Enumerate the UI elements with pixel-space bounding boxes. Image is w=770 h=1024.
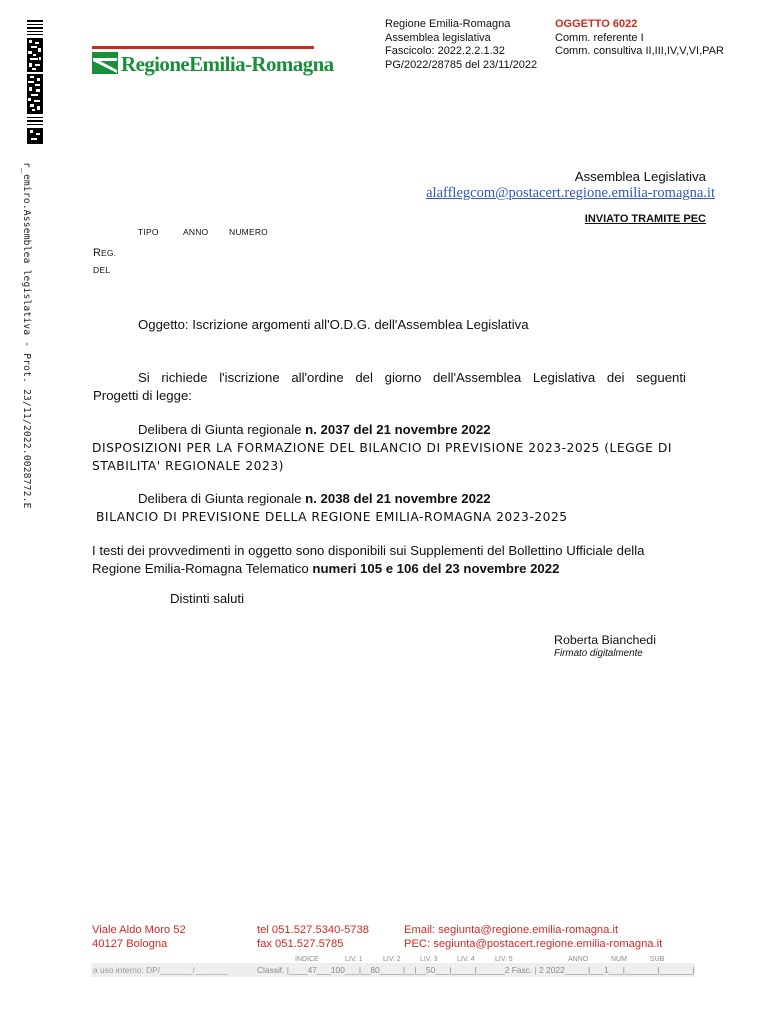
- signature-note: Firmato digitalmente: [554, 648, 643, 659]
- delibera-1-number: n. 2037 del 21 novembre 2022: [305, 422, 491, 437]
- class-header-liv4: LIV. 4: [457, 956, 475, 963]
- footer-address-line: Viale Aldo Moro 52: [92, 924, 186, 936]
- class-header-anno: ANNO: [568, 956, 589, 963]
- reg-label-initial: R: [93, 247, 101, 259]
- header-line: Assemblea legislativa: [385, 31, 491, 44]
- region-logo: [92, 46, 334, 80]
- delibera-1-title-line-1: DISPOSIZIONI PER LA FORMAZIONE DEL BILANCIO DI PREVISIONE 2023-2025 (LEGGE DI: [92, 441, 672, 455]
- tipo-label: TIPO: [138, 227, 159, 237]
- header-line: Comm. referente I: [555, 31, 644, 44]
- protocol-stamp: [18, 162, 34, 509]
- recipient-name: Assemblea Legislativa: [574, 169, 706, 184]
- header-line: Comm. consultiva II,III,IV,V,VI,PAR: [555, 45, 724, 58]
- texts-line-2-bold: numeri 105 e 106 del 23 novembre 2022: [312, 561, 560, 576]
- header-line: PG/2022/28785 del 23/11/2022: [385, 58, 538, 71]
- header-protocol-info: [385, 18, 537, 72]
- footer-address-line: 40127 Bologna: [92, 938, 168, 950]
- footer-pec[interactable]: PEC: segiunta@postacert.regione.emilia-romagna.it: [404, 938, 663, 950]
- class-header-num: NUM: [611, 956, 627, 963]
- signature-name: Roberta Bianchedi: [554, 633, 656, 647]
- classification-row: Classif. |____47___100___|__80_____|__|__50___|_____|______2 Fasc. | 2 2022_____|___1___|_______|_______|: [257, 965, 695, 975]
- delibera-1-title-line-2: STABILITA' REGIONALE 2023): [92, 459, 284, 473]
- reg-label-rest: EG.: [100, 248, 117, 258]
- logo-red-line: [92, 46, 314, 49]
- internal-use-label: a uso interno: DP/_______/_______: [93, 965, 228, 975]
- class-header-indice: INDICE: [295, 956, 319, 963]
- delibera-1-prefix: Delibera di Giunta regionale: [138, 422, 306, 437]
- footer-tel: tel 051.527.5340-5738: [257, 924, 369, 936]
- class-header-liv1: LIV. 1: [345, 956, 363, 963]
- texts-line-1: I testi dei provvedimenti in oggetto sono disponibili sui Supplementi del Bollettino Ufficiale della: [92, 543, 645, 558]
- class-header-liv2: LIV. 2: [383, 956, 401, 963]
- delibera-1: [138, 421, 491, 439]
- protocol-stamp-text: r_emiro.Assemblea legislativa - Prot. 23/11/2022.0028772.E: [21, 162, 32, 509]
- texts-line-2-prefix: Regione Emilia-Romagna Telematico: [92, 561, 313, 576]
- class-header-liv5: LIV. 5: [495, 956, 513, 963]
- delibera-2-number: n. 2038 del 21 novembre 2022: [305, 491, 491, 506]
- header-subject-info: [555, 18, 724, 59]
- closing: Distinti saluti: [170, 591, 245, 606]
- delibera-2: [138, 490, 491, 508]
- footer-phone: [257, 923, 369, 951]
- del-label: DEL: [93, 265, 111, 275]
- subject-number: OGGETTO 6022: [555, 18, 638, 30]
- footer-address: [92, 923, 186, 951]
- class-header-sub: SUB: [650, 956, 665, 963]
- delibera-2-title: BILANCIO DI PREVISIONE DELLA REGIONE EMILIA-ROMAGNA 2023-2025: [96, 510, 568, 524]
- footer-fax: fax 051.527.5785: [257, 938, 344, 950]
- intro-line-1: Si richiede l'iscrizione all'ordine del giorno dell'Assemblea Legislativa dei seguenti: [138, 370, 686, 385]
- recipient-pec-link[interactable]: alafflegcom@postacert.regione.emilia-romagna.it: [426, 185, 715, 201]
- subject-line: Oggetto: Iscrizione argomenti all'O.D.G. dell'Assemblea Legislativa: [138, 317, 529, 332]
- numero-label: NUMERO: [229, 227, 268, 237]
- header-line: Fascicolo: 2022.2.2.1.32: [385, 45, 505, 58]
- footer-email[interactable]: Email: segiunta@regione.emilia-romagna.it: [404, 924, 619, 936]
- intro-line-2: Progetti di legge:: [93, 388, 192, 403]
- class-header-liv3: LIV. 3: [420, 956, 438, 963]
- texts-line-2: [92, 560, 559, 578]
- region-logo-mark-icon: [92, 52, 118, 74]
- delibera-2-prefix: Delibera di Giunta regionale: [138, 491, 306, 506]
- header-line: Regione Emilia-Romagna: [385, 18, 511, 30]
- anno-label: ANNO: [183, 227, 209, 237]
- reg-label: [93, 243, 116, 261]
- logo-text: RegioneEmilia-Romagna: [121, 52, 334, 76]
- sent-via-pec: INVIATO TRAMITE PEC: [584, 213, 706, 225]
- barcode-icon: [27, 20, 43, 148]
- footer-emails: [404, 923, 662, 951]
